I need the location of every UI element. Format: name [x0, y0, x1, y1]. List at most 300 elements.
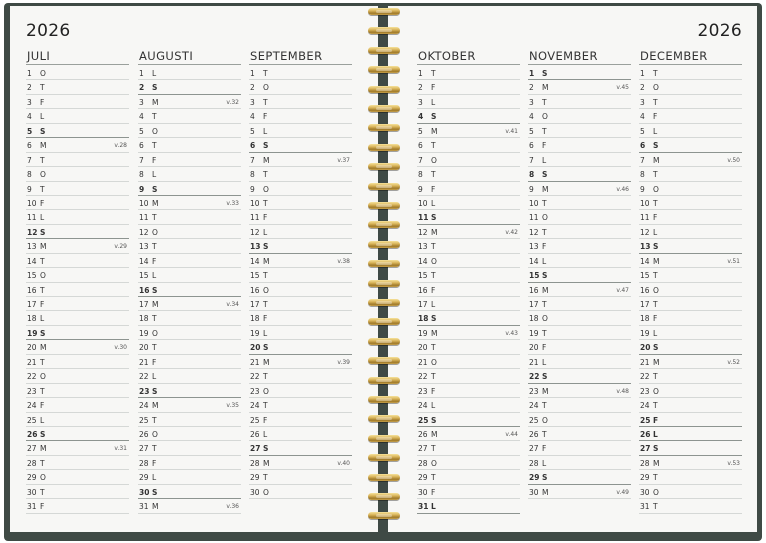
day-number: 10: [139, 198, 149, 208]
day-row: [138, 499, 241, 513]
day-number: 19: [139, 328, 149, 338]
weekday-letter: L: [653, 227, 658, 237]
day-row: [639, 485, 742, 499]
week-number: v.39: [337, 358, 350, 366]
spiral-ring: [368, 183, 400, 190]
weekday-letter: F: [653, 314, 658, 324]
weekday-letter: T: [152, 242, 157, 252]
weekday-letter: L: [263, 227, 268, 237]
day-number: 11: [139, 213, 149, 223]
weekday-letter: S: [152, 285, 158, 295]
weekday-letter: O: [542, 314, 548, 324]
day-number: 22: [27, 372, 37, 382]
day-number: 16: [250, 285, 260, 295]
day-number: 8: [529, 170, 535, 180]
spiral-ring: [368, 144, 400, 151]
day-number: 25: [529, 415, 539, 425]
weekday-letter: O: [542, 112, 548, 122]
day-number: 26: [27, 429, 38, 439]
day-number: 9: [418, 184, 423, 194]
day-row: [417, 66, 520, 80]
weekday-letter: F: [431, 83, 436, 93]
weekday-letter: T: [152, 343, 157, 353]
day-number: 7: [27, 155, 32, 165]
day-number: 10: [529, 198, 539, 208]
day-row: [417, 95, 520, 109]
day-number: 28: [139, 458, 149, 468]
month-column: [249, 48, 352, 499]
weekday-letter: T: [653, 198, 658, 208]
day-row: [249, 210, 352, 224]
day-number: 6: [27, 141, 32, 151]
weekday-letter: T: [431, 271, 436, 281]
weekday-letter: O: [152, 328, 158, 338]
day-number: 7: [139, 155, 144, 165]
day-row: [639, 499, 742, 513]
day-number: 25: [250, 415, 260, 425]
day-number: 1: [418, 69, 423, 78]
day-number: 12: [27, 227, 38, 237]
month-name: OKTOBER: [417, 48, 520, 65]
day-row: [26, 239, 129, 253]
day-number: 18: [529, 314, 539, 324]
weekday-letter: T: [542, 300, 547, 309]
week-number: v.33: [226, 199, 239, 207]
day-number: 28: [640, 458, 650, 468]
day-number: 15: [250, 271, 260, 281]
weekday-letter: M: [152, 300, 159, 309]
day-number: 31: [27, 502, 37, 512]
spiral-ring: [368, 493, 400, 500]
weekday-letter: S: [263, 141, 269, 151]
day-number: 31: [640, 502, 650, 512]
weekday-letter: O: [431, 256, 437, 266]
day-row: [26, 340, 129, 354]
weekday-letter: O: [542, 213, 548, 223]
weekday-letter: O: [653, 487, 659, 497]
weekday-letter: M: [653, 256, 660, 266]
day-number: 24: [418, 401, 428, 411]
day-row: [417, 326, 520, 340]
day-row: [138, 283, 241, 297]
day-number: 8: [139, 170, 144, 180]
weekday-letter: S: [653, 444, 659, 454]
day-row: [528, 268, 631, 282]
day-row: [138, 441, 241, 455]
year-label: 2026: [697, 21, 742, 41]
weekday-letter: T: [263, 69, 268, 78]
weekday-letter: O: [263, 83, 269, 93]
day-number: 11: [418, 213, 429, 223]
day-row: [417, 311, 520, 325]
day-row: [639, 95, 742, 109]
day-number: 30: [418, 487, 428, 497]
day-number: 8: [640, 170, 645, 180]
weekday-letter: T: [152, 213, 157, 223]
day-number: 24: [27, 401, 37, 411]
weekday-letter: L: [40, 213, 45, 223]
day-row: [417, 384, 520, 398]
day-row: [249, 109, 352, 123]
day-row: [138, 413, 241, 427]
day-number: 16: [640, 285, 650, 295]
weekday-letter: T: [542, 401, 547, 411]
spiral-ring: [368, 163, 400, 170]
day-list: [138, 66, 241, 514]
weekday-letter: L: [431, 401, 436, 411]
day-row: [528, 384, 631, 398]
day-number: 16: [139, 285, 150, 295]
weekday-letter: L: [431, 97, 436, 107]
weekday-letter: T: [431, 343, 436, 353]
day-row: [639, 413, 742, 427]
weekday-letter: O: [263, 285, 269, 295]
day-number: 4: [640, 112, 645, 122]
weekday-letter: F: [542, 444, 547, 454]
weekday-letter: T: [431, 444, 436, 454]
week-number: v.45: [616, 84, 629, 92]
day-number: 20: [27, 343, 37, 353]
spiral-ring: [368, 221, 400, 228]
day-number: 30: [529, 487, 539, 497]
day-number: 28: [418, 458, 428, 468]
week-number: v.52: [727, 358, 740, 366]
month-name: SEPTEMBER: [249, 48, 352, 65]
day-number: 2: [27, 83, 32, 93]
day-number: 22: [250, 372, 260, 382]
month-column: [528, 48, 631, 499]
day-row: [249, 167, 352, 181]
day-row: [528, 80, 631, 94]
day-row: [26, 167, 129, 181]
weekday-letter: T: [263, 372, 268, 382]
day-row: [249, 80, 352, 94]
weekday-letter: T: [40, 184, 45, 194]
day-row: [417, 413, 520, 427]
weekday-letter: L: [263, 126, 268, 136]
day-number: 24: [139, 401, 149, 411]
day-number: 13: [418, 242, 428, 252]
day-row: [417, 210, 520, 224]
day-row: [138, 470, 241, 484]
month-name: NOVEMBER: [528, 48, 631, 65]
weekday-letter: M: [542, 285, 549, 295]
day-row: [528, 311, 631, 325]
day-row: [528, 109, 631, 123]
weekday-letter: M: [653, 458, 660, 468]
day-row: [639, 297, 742, 311]
day-row: [639, 355, 742, 369]
weekday-letter: F: [431, 487, 436, 497]
day-row: [249, 470, 352, 484]
day-number: 26: [139, 429, 149, 439]
day-number: 6: [529, 141, 534, 151]
day-number: 19: [529, 328, 539, 338]
day-number: 29: [250, 473, 260, 483]
day-row: [26, 355, 129, 369]
day-row: [528, 427, 631, 441]
day-number: 19: [27, 328, 38, 338]
day-number: 11: [27, 213, 37, 223]
day-number: 4: [139, 112, 144, 122]
day-number: 28: [250, 458, 260, 468]
spiral-ring: [368, 512, 400, 519]
weekday-letter: T: [263, 473, 268, 483]
weekday-letter: T: [263, 170, 268, 180]
day-number: 12: [418, 227, 428, 237]
day-number: 5: [250, 126, 255, 136]
weekday-letter: L: [542, 155, 547, 165]
day-number: 17: [139, 300, 149, 309]
weekday-letter: T: [542, 328, 547, 338]
day-row: [26, 138, 129, 152]
day-number: 25: [418, 415, 429, 425]
day-number: 31: [418, 502, 429, 512]
day-number: 8: [418, 170, 423, 180]
day-number: 15: [529, 271, 540, 281]
weekday-letter: T: [40, 285, 45, 295]
weekday-letter: T: [653, 97, 658, 107]
day-row: [639, 109, 742, 123]
day-row: [417, 427, 520, 441]
day-row: [138, 311, 241, 325]
day-row: [26, 427, 129, 441]
weekday-letter: T: [40, 256, 45, 266]
day-number: 22: [529, 372, 540, 382]
weekday-letter: F: [40, 198, 45, 208]
day-number: 18: [27, 314, 37, 324]
day-number: 3: [529, 97, 534, 107]
day-row: [249, 239, 352, 253]
day-number: 20: [139, 343, 149, 353]
day-row: [528, 470, 631, 484]
day-row: [138, 138, 241, 152]
weekday-letter: M: [431, 429, 438, 439]
day-number: 12: [529, 227, 539, 237]
weekday-letter: L: [263, 429, 268, 439]
day-row: [249, 95, 352, 109]
day-row: [138, 297, 241, 311]
day-row: [249, 384, 352, 398]
weekday-letter: L: [431, 198, 436, 208]
weekday-letter: L: [152, 271, 157, 281]
week-number: v.43: [505, 329, 518, 337]
day-row: [639, 326, 742, 340]
day-number: 7: [250, 155, 255, 165]
day-row: [138, 80, 241, 94]
day-number: 1: [250, 69, 255, 78]
right-page: [388, 6, 757, 532]
day-row: [138, 167, 241, 181]
day-row: [249, 138, 352, 152]
day-number: 1: [529, 69, 535, 78]
day-row: [249, 268, 352, 282]
day-row: [417, 153, 520, 167]
year-label: 2026: [26, 21, 71, 41]
day-row: [26, 254, 129, 268]
day-row: [138, 109, 241, 123]
weekday-letter: T: [40, 458, 45, 468]
day-row: [249, 485, 352, 499]
weekday-letter: M: [40, 343, 47, 353]
weekday-letter: T: [542, 97, 547, 107]
weekday-letter: T: [542, 429, 547, 439]
day-number: 6: [640, 141, 646, 151]
day-number: 29: [139, 473, 149, 483]
spiral-ring: [368, 260, 400, 267]
day-row: [249, 456, 352, 470]
weekday-letter: S: [653, 242, 659, 252]
day-row: [417, 268, 520, 282]
day-row: [528, 340, 631, 354]
day-list: [639, 66, 742, 514]
day-row: [639, 66, 742, 80]
weekday-letter: M: [653, 155, 660, 165]
weekday-letter: O: [263, 487, 269, 497]
week-number: v.44: [505, 430, 518, 438]
day-number: 10: [27, 198, 37, 208]
weekday-letter: S: [653, 343, 659, 353]
weekday-letter: O: [152, 227, 158, 237]
day-row: [26, 413, 129, 427]
day-row: [528, 369, 631, 383]
day-row: [138, 225, 241, 239]
day-row: [417, 109, 520, 123]
day-number: 13: [250, 242, 261, 252]
day-row: [26, 311, 129, 325]
spiral-ring: [368, 8, 400, 15]
week-number: v.30: [114, 344, 127, 352]
week-number: v.31: [114, 445, 127, 453]
weekday-letter: T: [263, 300, 268, 309]
day-list: [528, 66, 631, 499]
day-number: 17: [27, 300, 37, 309]
day-number: 2: [250, 83, 255, 93]
weekday-letter: S: [263, 242, 269, 252]
day-number: 30: [250, 487, 260, 497]
weekday-letter: M: [40, 444, 47, 454]
spiral-ring: [368, 202, 400, 209]
spiral-ring: [368, 299, 400, 306]
day-row: [417, 239, 520, 253]
day-number: 13: [529, 242, 539, 252]
day-number: 8: [27, 170, 32, 180]
weekday-letter: T: [152, 415, 157, 425]
day-row: [138, 340, 241, 354]
day-number: 19: [250, 328, 260, 338]
day-row: [417, 499, 520, 513]
day-number: 1: [640, 69, 645, 78]
day-number: 14: [640, 256, 650, 266]
day-number: 17: [418, 300, 428, 309]
day-number: 14: [529, 256, 539, 266]
day-number: 5: [418, 126, 423, 136]
weekday-letter: F: [152, 155, 157, 165]
day-number: 9: [139, 184, 145, 194]
weekday-letter: T: [431, 170, 436, 180]
day-row: [528, 297, 631, 311]
day-row: [639, 239, 742, 253]
day-row: [639, 456, 742, 470]
weekday-letter: M: [542, 386, 549, 396]
day-row: [26, 384, 129, 398]
day-row: [26, 66, 129, 80]
day-number: 6: [139, 141, 144, 151]
day-number: 13: [139, 242, 149, 252]
day-row: [138, 384, 241, 398]
weekday-letter: L: [152, 170, 157, 180]
day-row: [26, 268, 129, 282]
day-row: [249, 427, 352, 441]
day-row: [26, 225, 129, 239]
day-row: [138, 66, 241, 80]
day-row: [249, 283, 352, 297]
day-number: 9: [640, 184, 645, 194]
day-row: [528, 441, 631, 455]
day-number: 26: [418, 429, 428, 439]
weekday-letter: F: [542, 242, 547, 252]
day-row: [639, 470, 742, 484]
weekday-letter: T: [40, 83, 45, 93]
day-number: 23: [250, 386, 260, 396]
day-number: 3: [640, 97, 645, 107]
day-number: 28: [529, 458, 539, 468]
week-number: v.29: [114, 243, 127, 251]
weekday-letter: T: [653, 300, 658, 309]
day-row: [417, 80, 520, 94]
day-row: [249, 398, 352, 412]
day-row: [528, 196, 631, 210]
day-number: 16: [529, 285, 539, 295]
week-number: v.53: [727, 459, 740, 467]
day-row: [528, 456, 631, 470]
day-row: [249, 124, 352, 138]
weekday-letter: L: [542, 357, 547, 367]
day-number: 30: [640, 487, 650, 497]
day-number: 10: [418, 198, 428, 208]
day-row: [26, 109, 129, 123]
day-row: [528, 124, 631, 138]
day-number: 3: [250, 97, 255, 107]
day-number: 3: [27, 97, 32, 107]
weekday-letter: T: [431, 473, 436, 483]
weekday-letter: S: [431, 314, 437, 324]
weekday-letter: T: [653, 372, 658, 382]
spiral-ring: [368, 415, 400, 422]
day-number: 26: [529, 429, 539, 439]
month-name: JULI: [26, 48, 129, 65]
day-list: [249, 66, 352, 499]
weekday-letter: F: [152, 458, 157, 468]
day-number: 6: [418, 141, 423, 151]
day-row: [138, 182, 241, 196]
day-number: 23: [529, 386, 539, 396]
weekday-letter: L: [40, 112, 45, 122]
weekday-letter: S: [263, 343, 269, 353]
day-row: [249, 355, 352, 369]
day-row: [639, 441, 742, 455]
spiral-ring: [368, 474, 400, 481]
month-name: DECEMBER: [639, 48, 742, 65]
weekday-letter: T: [653, 502, 658, 512]
weekday-letter: S: [40, 429, 46, 439]
day-row: [26, 182, 129, 196]
day-row: [138, 427, 241, 441]
day-row: [138, 196, 241, 210]
day-row: [249, 311, 352, 325]
weekday-letter: L: [263, 328, 268, 338]
weekday-letter: T: [431, 141, 436, 151]
